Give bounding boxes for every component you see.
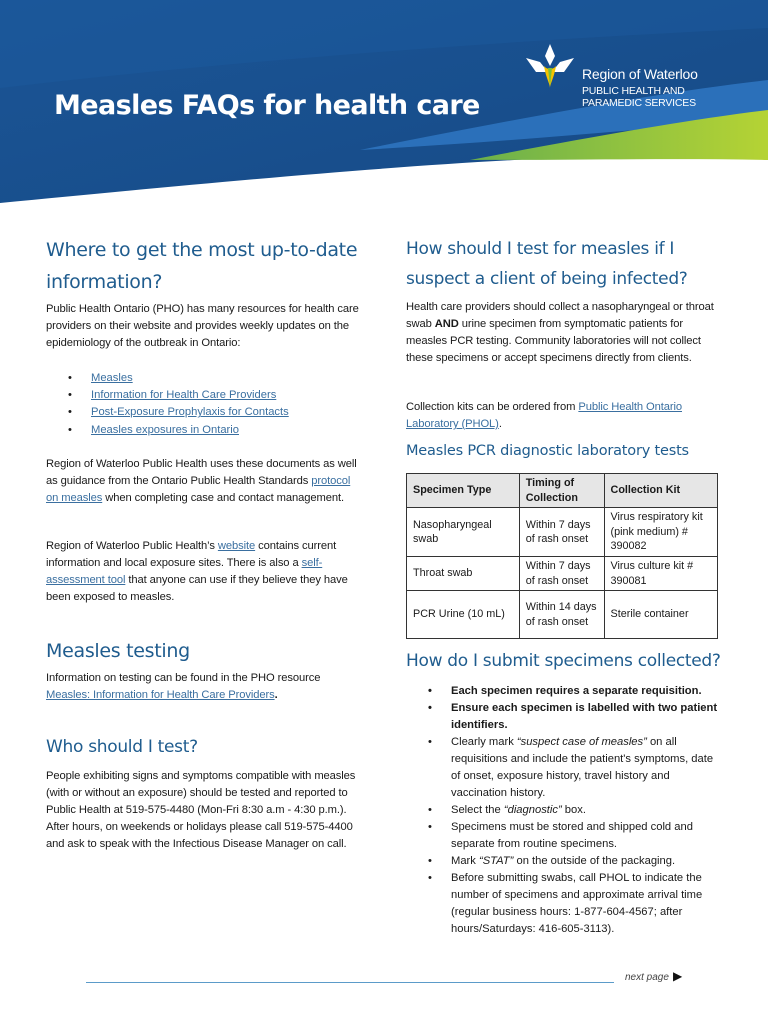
next-page-label: next page — [625, 972, 669, 983]
pho-intro-paragraph: Public Health Ontario (PHO) has many resources for health care providers on their website and provides weekly updates on the epidemiology of the outbreak in Ontario: — [46, 303, 359, 349]
list-item — [46, 370, 366, 387]
post-exposure-prophylaxis-link[interactable]: Post-Exposure Prophylaxis for Contacts — [91, 406, 289, 419]
text: Region of Waterloo Public Health’s — [46, 540, 218, 552]
heading-who-should-i-test: Who should I test? — [46, 737, 198, 757]
list-item: • Each specimen requires a separate requisition. — [406, 683, 722, 700]
roww-website-paragraph — [46, 538, 364, 606]
text: . — [498, 418, 502, 430]
heading-measles-testing: Measles testing — [46, 640, 190, 662]
measles-info-hcp-link[interactable]: Measles: Information for Health Care Providers — [46, 689, 275, 701]
table-cell: Virus respiratory kit (pink medium) # 390082 — [604, 508, 717, 557]
logo-subtitle — [582, 85, 696, 109]
text: Clearly mark — [451, 736, 517, 748]
text: AND — [434, 318, 459, 330]
document-title: Measles FAQs for health care — [54, 90, 480, 121]
logo-subtitle-line2: PARAMEDIC SERVICES — [582, 97, 696, 109]
heading-submit-specimens: How do I submit specimens collected? — [406, 651, 721, 671]
roww-documents-paragraph — [46, 456, 364, 507]
table-cell: Nasopharyngeal swab — [407, 508, 520, 557]
heading-line: How should I test for measles if I — [406, 239, 675, 259]
self-assessment-tool-link[interactable]: self-assessment tool — [46, 557, 323, 586]
text: urine specimen from symptomatic patients for measles PCR testing. Community laboratories will not collect these specimens or accept specimens directly from clients. — [406, 318, 701, 364]
next-page-arrow-icon[interactable]: ▶ — [673, 969, 683, 983]
text: Select the — [451, 804, 504, 816]
table-cell: Sterile container — [604, 591, 717, 639]
table-cell: Within 14 days of rash onset — [519, 591, 604, 639]
text: “diagnostic” — [503, 804, 562, 816]
pcr-lab-tests-table — [406, 473, 718, 639]
text: Collection kits can be ordered from — [406, 401, 579, 413]
trillium-logo-icon — [522, 42, 578, 90]
text: on the outside of the packaging. — [513, 855, 676, 867]
column-header: Specimen Type — [407, 474, 520, 508]
header-banner — [0, 0, 768, 205]
measles-link[interactable]: Measles — [91, 372, 133, 384]
table-heading: Measles PCR diagnostic laboratory tests — [406, 443, 689, 459]
heading-how-to-test — [406, 234, 736, 294]
protocol-on-measles-link[interactable]: protocol on measles — [46, 475, 351, 504]
text: contains current information and local exposure sites. There is also a — [46, 540, 337, 569]
table-row — [407, 508, 718, 557]
list-item — [406, 853, 722, 870]
text: “suspect case of measles” — [516, 736, 647, 748]
table-cell: Within 7 days of rash onset — [519, 508, 604, 557]
logo-subtitle-line1: PUBLIC HEALTH AND — [582, 85, 685, 97]
column-header: Collection Kit — [604, 474, 717, 508]
phol-link[interactable]: Public Health Ontario Laboratory (PHOL) — [406, 401, 682, 430]
list-item — [406, 802, 722, 819]
text: Mark — [451, 855, 479, 867]
text: that anyone can use if they believe they have been exposed to measles. — [46, 574, 348, 603]
table-cell: Virus culture kit # 390081 — [604, 557, 717, 591]
text: Region of Waterloo Public Health uses these documents as well as guidance from the Ontario Public Health Standards — [46, 458, 357, 487]
measles-exposures-link[interactable]: Measles exposures in Ontario — [91, 423, 239, 436]
pho-resource-links — [46, 370, 366, 439]
who-to-test-paragraph: People exhibiting signs and symptoms compatible with measles (with or without an exposure) should be tested and reported to Public Health at 519-575-4480 (Mon-Fri 8:30 a.m - 4:30 p.m.). After hours, on weekends or holidays please call 519-575-4400 and ask to speak with the Infectious Disease Manager on call. — [46, 770, 356, 850]
text: when completing case and contact management. — [102, 492, 344, 504]
list-item: • Before submitting swabs, call PHOL to indicate the number of specimens and approximate arrival time (regular business hours: 1-877-604-4567; after hours/Saturdays: 416-605-3113). — [406, 870, 722, 938]
testing-info-paragraph — [46, 670, 364, 704]
list-item — [46, 404, 366, 421]
table-cell: Within 7 days of rash onset — [519, 557, 604, 591]
heading-up-to-date-info — [46, 234, 376, 298]
footer-divider — [86, 982, 614, 983]
health-care-providers-link[interactable]: Information for Health Care Providers — [91, 389, 277, 402]
list-item: • Ensure each specimen is labelled with two patient identifiers. — [406, 700, 722, 734]
heading-line: Where to get the most up-to-date — [46, 239, 358, 261]
list-item — [46, 422, 366, 439]
table-row — [407, 557, 718, 591]
table-cell: Throat swab — [407, 557, 520, 591]
heading-line: suspect a client of being infected? — [406, 269, 688, 289]
region-of-waterloo-logo — [522, 42, 752, 114]
logo-name: Region of Waterloo — [582, 66, 698, 82]
table-cell: PCR Urine (10 mL) — [407, 591, 520, 639]
heading-line: information? — [46, 271, 163, 293]
text: . — [274, 689, 278, 701]
collection-kits-paragraph — [406, 399, 722, 433]
table-header-row — [407, 474, 718, 508]
table-row — [407, 591, 718, 639]
submission-steps-list — [406, 683, 722, 938]
text: on all requisitions and include the patient's symptoms, date of onset, exposure history, travel history and vaccination history. — [451, 736, 714, 799]
list-item: • Specimens must be stored and shipped cold and separate from routine specimens. — [406, 819, 722, 853]
list-item — [406, 734, 722, 802]
list-item — [46, 387, 366, 404]
specimen-collection-paragraph — [406, 299, 722, 367]
text: “STAT” — [478, 855, 514, 867]
column-header: Timing of Collection — [519, 474, 604, 508]
website-link[interactable]: website — [217, 540, 256, 552]
text: Health care providers should collect a nasopharyngeal or throat swab — [406, 301, 714, 330]
text: Information on testing can be found in the PHO resource — [46, 672, 321, 684]
text: box. — [561, 804, 586, 816]
